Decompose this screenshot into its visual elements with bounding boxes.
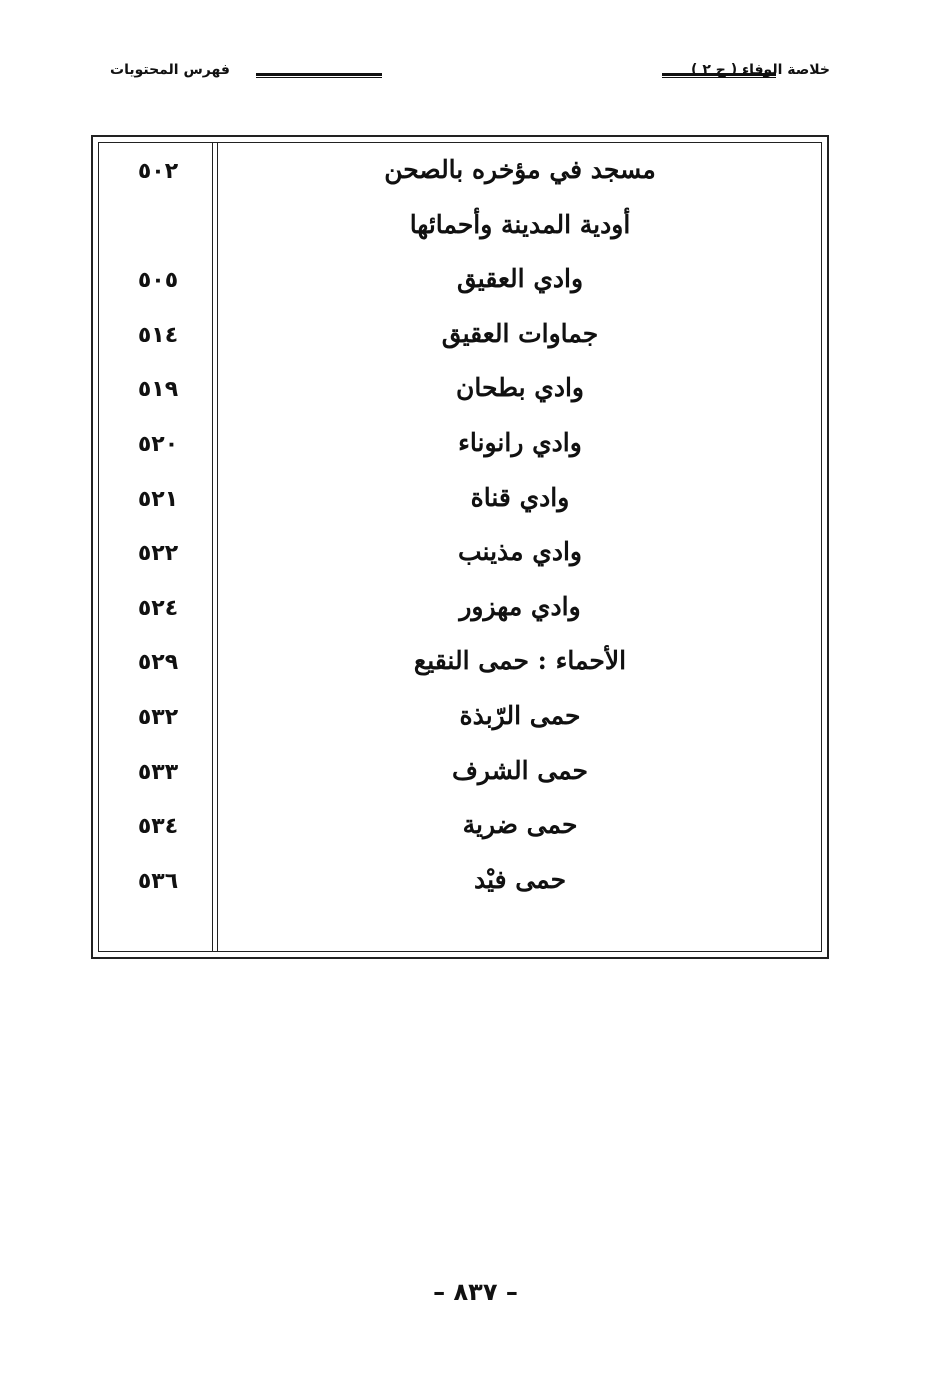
contents-row	[99, 317, 821, 372]
header-book-title: خلاصة الوفاء ( ج ٢ )	[691, 62, 830, 78]
contents-table-inner-border	[98, 142, 822, 952]
row-title: حمى ضرية	[462, 810, 578, 840]
contents-row	[99, 262, 821, 317]
row-page-number: ٥٢٤	[137, 595, 179, 621]
contents-row	[99, 371, 821, 426]
contents-row	[99, 208, 821, 263]
row-page-number: ٥٣٤	[137, 814, 179, 840]
contents-table	[91, 135, 829, 959]
row-page-number: ٥٢٢	[137, 541, 179, 567]
row-page-number: ٥٠٥	[137, 268, 179, 294]
contents-row	[99, 644, 821, 699]
row-page-number: ٥٢١	[137, 486, 179, 512]
contents-row	[99, 426, 821, 481]
row-title: وادي بطحان	[455, 373, 584, 403]
header-rule-left	[256, 73, 382, 78]
row-title: مسجد في مؤخره بالصحن	[384, 155, 656, 184]
row-page-number: ٥٣٢	[137, 704, 179, 730]
row-page-number: ٥١٩	[137, 377, 179, 403]
row-title: حمى الرّبذة	[459, 700, 581, 730]
contents-row	[99, 590, 821, 645]
row-page-number: ٥٢٠	[137, 431, 179, 457]
row-title: حمى الشرف	[451, 755, 589, 785]
page-number-footer: – ٨٣٧ –	[433, 1278, 518, 1306]
contents-row	[99, 481, 821, 536]
row-title: حمى فيْد	[473, 864, 567, 894]
row-page-number: ٥١٤	[137, 322, 179, 348]
row-title: جماوات العقيق	[441, 318, 599, 348]
row-title: وادي العقيق	[456, 264, 584, 294]
row-page-number: ٥٢٩	[137, 650, 179, 676]
contents-row	[99, 863, 821, 918]
row-title: وادي مهزور	[459, 591, 581, 621]
contents-row	[99, 535, 821, 590]
row-title: وادي رانوناء	[458, 427, 582, 457]
row-page-number: ٥٠٢	[137, 159, 179, 184]
row-title: وادي قناة	[470, 482, 570, 512]
contents-rows	[99, 153, 821, 917]
row-page-number: ٥٣٣	[137, 759, 179, 785]
contents-row	[99, 153, 821, 208]
running-header	[110, 62, 830, 86]
row-title: الأحماء : حمى النقيع	[413, 646, 627, 676]
contents-row	[99, 754, 821, 809]
contents-row	[99, 699, 821, 754]
row-page-number: ٥٣٦	[137, 868, 179, 894]
row-title: وادي مذينب	[458, 537, 582, 567]
contents-row	[99, 808, 821, 863]
row-title: أودية المدينة وأحمائها	[409, 209, 631, 239]
header-section-title: فهرس المحتويات	[110, 62, 230, 78]
